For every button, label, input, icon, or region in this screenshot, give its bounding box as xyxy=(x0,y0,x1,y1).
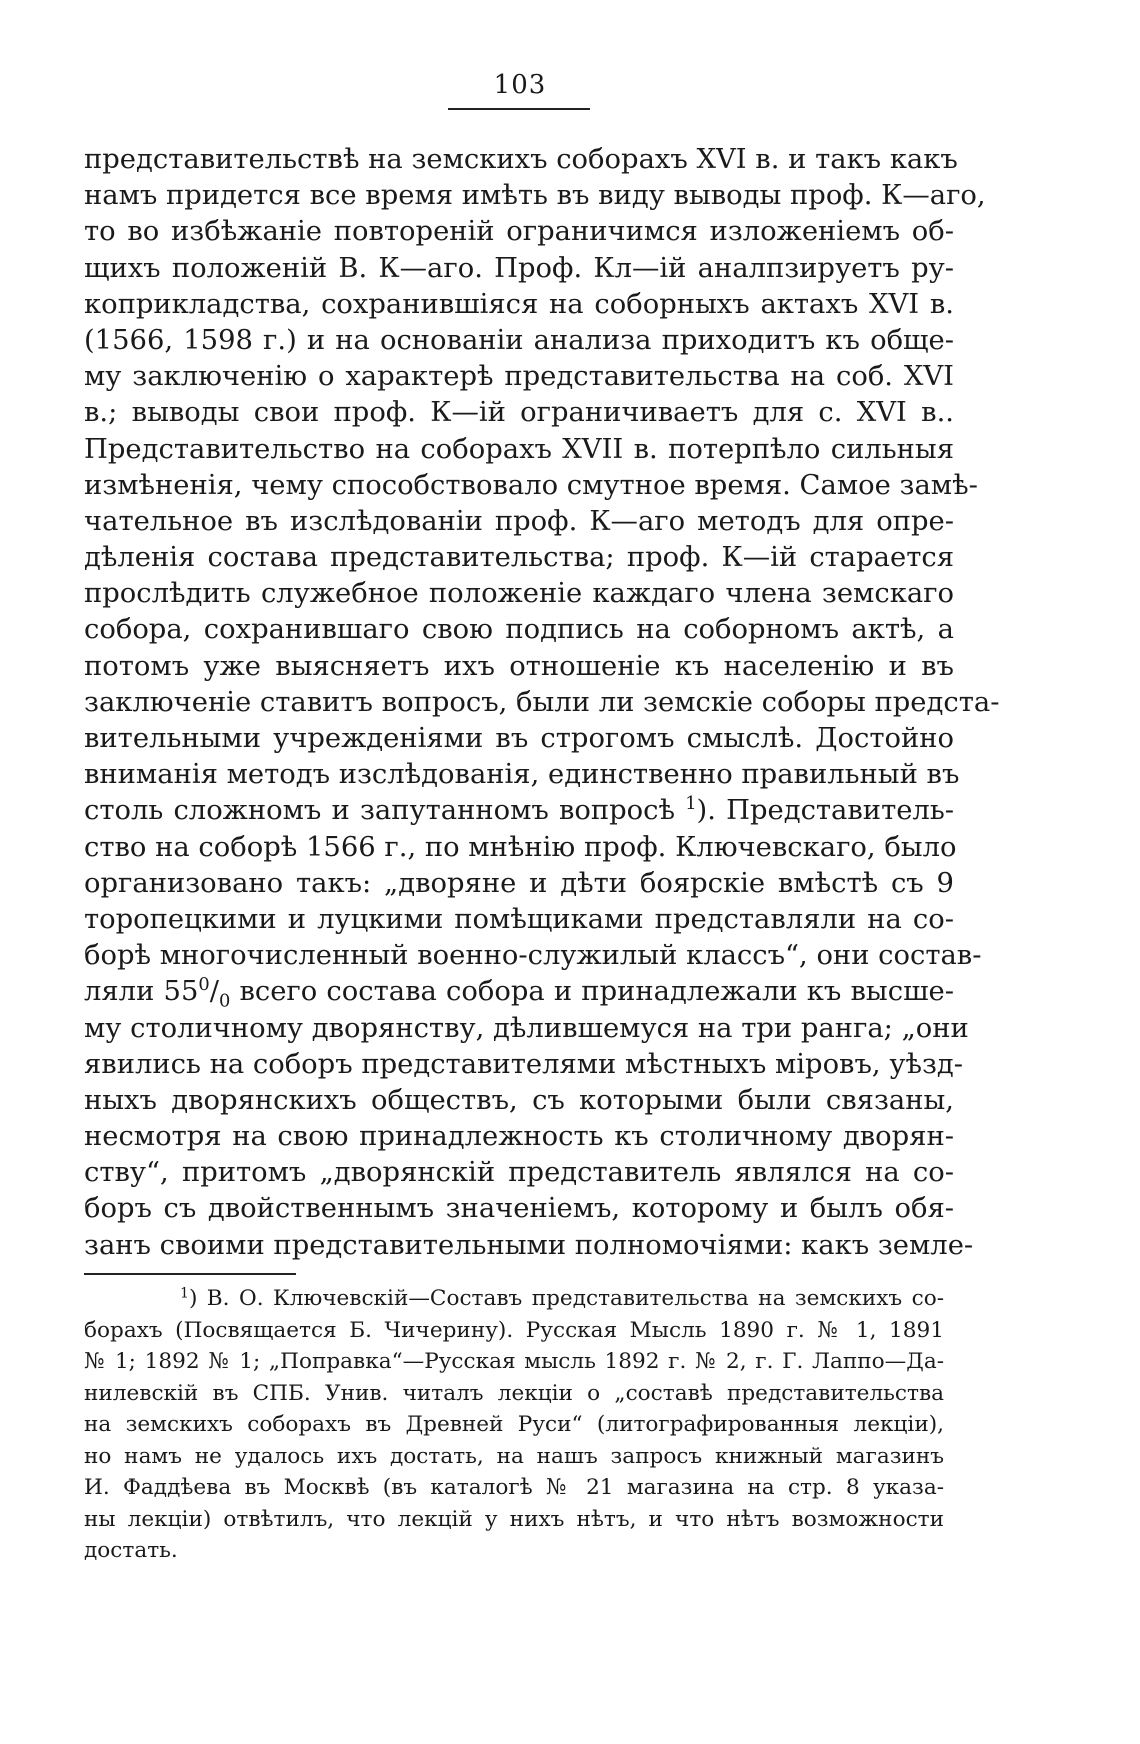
percent-superscript: 0 xyxy=(198,974,210,996)
body-line: дѣленія состава представительства; проф. К—ій старается xyxy=(84,542,954,574)
body-line-tail: всего состава собора и принадлежали къ высше- xyxy=(230,976,954,1008)
body-line: боръ съ двойственнымъ значеніемъ, которому и былъ обя- xyxy=(84,1193,954,1225)
body-line: ству“, притомъ „дворянскій представитель являлся на со- xyxy=(84,1157,954,1189)
footnote-line-text: ) В. О. Ключевскій—Составъ представительства на земскихъ со- xyxy=(188,1286,944,1311)
body-line: ство на соборѣ 1566 г., по мнѣнію проф. Ключевскаго, было xyxy=(84,831,957,863)
body-line: (1566, 1598 г.) и на основаніи анализа приходитъ къ обще- xyxy=(84,324,954,356)
body-line-with-percent xyxy=(84,974,954,1010)
body-line: му столичному дворянству, дѣлившемуся на три ранга; „они xyxy=(84,1012,969,1044)
body-line: потомъ уже выясняетъ ихъ отношеніе къ населенію и въ xyxy=(84,650,954,682)
percent-subscript: 0 xyxy=(218,990,231,1012)
body-line: то во избѣжаніе повтореній ограничимся изложеніемъ об- xyxy=(84,216,954,248)
footnote-line: ны лекціи) отвѣтилъ, что лекцій у нихъ нѣтъ, и что нѣтъ возможности xyxy=(84,1506,944,1532)
header-rule xyxy=(448,108,590,110)
body-line: чательное въ изслѣдованіи проф. К—аго методъ для опре- xyxy=(84,505,954,537)
body-line: борѣ многочисленный военно-служилый классъ“, они состав- xyxy=(84,940,982,972)
body-line: вительными учрежденіями въ строгомъ смыслѣ. Достойно xyxy=(84,723,954,754)
footnote-line: на земскихъ соборахъ въ Древней Руси“ (литографированныя лекціи), xyxy=(84,1412,944,1437)
body-line: Представительство на соборахъ XVII в. потерпѣло сильныя xyxy=(84,433,954,465)
body-text xyxy=(84,142,1000,1264)
footnote-reference: 1 xyxy=(685,793,697,815)
body-line: заключеніе ставитъ вопросъ, были ли земскіе соборы предста- xyxy=(84,686,1000,718)
body-line-tail: ). Представитель- xyxy=(696,795,954,827)
footnote-line xyxy=(84,1283,944,1315)
body-line-head: ляли 55 xyxy=(84,976,199,1008)
body-line: ныхъ дворянскихъ обществъ, съ которыми были связаны, xyxy=(84,1084,954,1116)
body-line: прослѣдить служебное положеніе каждаго члена земскаго xyxy=(84,578,954,610)
body-line: щихъ положеній В. К—аго. Проф. Кл—ій аналпзируетъ ру- xyxy=(84,252,954,284)
footnote-line: достать. xyxy=(84,1538,178,1563)
footnote-line: И. Фаддѣева въ Москвѣ (въ каталогѣ № 21 магазина на стр. 8 указа- xyxy=(84,1475,944,1500)
body-line: измѣненія, чему способствовало смутное время. Самое замѣ- xyxy=(84,469,978,501)
footnote-marker: 1 xyxy=(180,1285,189,1302)
body-line: му заключенію о характерѣ представительства на соб. XVI xyxy=(84,361,954,393)
body-line: в.; выводы свои проф. К—ій ограничиваетъ для с. XVI в.. xyxy=(84,397,954,429)
percent-slash: / xyxy=(209,976,219,1008)
body-line: вниманія методъ изслѣдованія, единственно правильный въ xyxy=(84,759,960,791)
footnote-line: № 1; 1892 № 1; „Поправка“—Русская мысль 1892 г. № 2, г. Г. Лаппо—Да- xyxy=(84,1349,944,1374)
body-line-head: столь сложномъ и запутанномъ вопросѣ xyxy=(84,795,676,827)
footnote-line: но намъ не удалось ихъ достать, на нашъ запросъ книжный магазинъ xyxy=(84,1443,944,1469)
body-line-with-footnote-ref xyxy=(84,793,954,829)
footnote xyxy=(84,1283,944,1567)
footnote-rule xyxy=(84,1273,296,1275)
body-line: занъ своими представительными полномочіями: какъ земле- xyxy=(84,1229,974,1261)
body-line: явились на соборъ представителями мѣстныхъ міровъ, уѣзд- xyxy=(84,1048,964,1080)
page-number: 103 xyxy=(493,70,547,100)
body-line: намъ придется все время имѣть въ виду выводы проф. К—аго, xyxy=(84,180,986,212)
body-line: коприкладства, сохранившіяся на соборныхъ актахъ XVI в. xyxy=(84,288,954,320)
footnote-line: борахъ (Посвящается Б. Чичерину). Русская Мысль 1890 г. № 1, 1891 xyxy=(84,1317,944,1343)
footnote-line: нилевскій въ СПБ. Унив. читалъ лекціи о „составѣ представительства xyxy=(84,1380,944,1406)
body-line: торопецкими и луцкими помѣщиками представляли на со- xyxy=(84,903,954,935)
body-line: несмотря на свою принадлежность къ столичному дворян- xyxy=(84,1121,954,1153)
body-line: организовано такъ: „дворяне и дѣти боярскіе вмѣстѣ съ 9 xyxy=(84,867,954,899)
body-line: представительствѣ на земскихъ соборахъ XVI в. и такъ какъ xyxy=(84,144,958,175)
body-line: собора, сохранившаго свою подпись на соборномъ актѣ, а xyxy=(84,614,954,646)
